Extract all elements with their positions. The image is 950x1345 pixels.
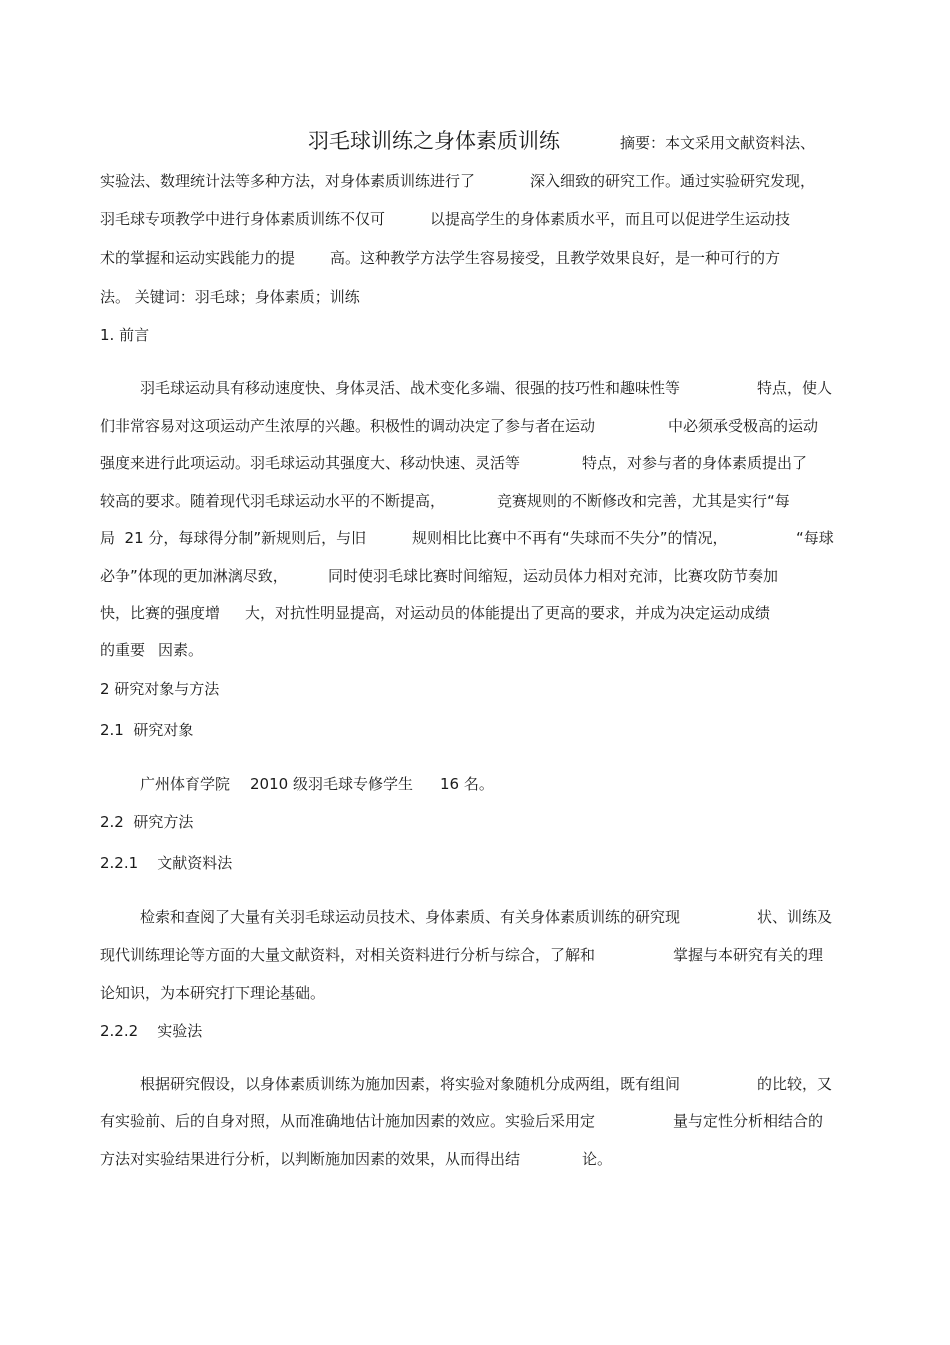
- abstract-line: 以提高学生的身体素质水平，而且可以促进学生运动技: [430, 210, 791, 228]
- paragraph-line: 规则相比比赛中不再有“失球而不失分”的情况，: [412, 529, 728, 547]
- paragraph-line: 因素。: [158, 641, 204, 659]
- abstract-line: 摘要：本文采用文献资料法、: [620, 134, 816, 152]
- keywords-line: 法。 关键词：羽毛球；身体素质；训练: [100, 288, 360, 306]
- paragraph-line: 较高的要求。随着现代羽毛球运动水平的不断提高，: [100, 492, 446, 510]
- paragraph-line: 的比较，又: [757, 1075, 833, 1093]
- paragraph-line: 必争”体现的更加淋漓尽致，: [100, 567, 288, 585]
- paragraph-line: 论。: [582, 1150, 613, 1168]
- paragraph-line: 大，对抗性明显提高，对运动员的体能提出了更高的要求，并成为决定运动成绩: [245, 604, 771, 622]
- abstract-line: 深入细致的研究工作。通过实验研究发现，: [530, 172, 816, 190]
- paragraph-line: 现代训练理论等方面的大量文献资料，对相关资料进行分析与综合，了解和: [100, 946, 596, 964]
- paragraph-line: 有实验前、后的自身对照，从而准确地估计施加因素的效应。实验后采用定: [100, 1112, 596, 1130]
- paragraph-line: 局 21 分，每球得分制”新规则后，与旧: [100, 529, 367, 547]
- paragraph-line: 根据研究假设，以身体素质训练为施加因素，将实验对象随机分成两组，既有组间: [140, 1075, 681, 1093]
- paragraph-line: 论知识，为本研究打下理论基础。: [100, 984, 326, 1002]
- paragraph-line: 们非常容易对这项运动产生浓厚的兴趣。积极性的调动决定了参与者在运动: [100, 417, 596, 435]
- paragraph-line: 同时使羽毛球比赛时间缩短，运动员体力相对充沛，比赛攻防节奏加: [328, 567, 779, 585]
- paragraph-line: 广州体育学院: [140, 775, 231, 793]
- paragraph-line: 羽毛球运动具有移动速度快、身体灵活、战术变化多端、很强的技巧性和趣味性等: [140, 379, 681, 397]
- paragraph-line: 特点，对参与者的身体素质提出了: [582, 454, 808, 472]
- abstract-line: 高。这种教学方法学生容易接受，且教学效果良好，是一种可行的方: [330, 249, 781, 267]
- paragraph-line: 16 名。: [440, 775, 494, 793]
- subsection-heading: 2.1 研究对象: [100, 721, 194, 739]
- paragraph-line: 中必须承受极高的运动: [668, 417, 819, 435]
- abstract-line: 实验法、数理统计法等多种方法，对身体素质训练进行了: [100, 172, 476, 190]
- document-title: 羽毛球训练之身体素质训练: [308, 129, 560, 153]
- paragraph-line: 强度来进行此项运动。羽毛球运动其强度大、移动快速、灵活等: [100, 454, 521, 472]
- paragraph-line: 2010 级羽毛球专修学生: [250, 775, 413, 793]
- section-heading: 1. 前言: [100, 326, 150, 344]
- paragraph-line: 掌握与本研究有关的理: [673, 946, 824, 964]
- subsection-heading: 2.2.1 文献资料法: [100, 854, 233, 872]
- paragraph-line: 检索和查阅了大量有关羽毛球运动员技术、身体素质、有关身体素质训练的研究现: [140, 908, 681, 926]
- section-heading: 2 研究对象与方法: [100, 680, 220, 698]
- paragraph-line: 的重要: [100, 641, 146, 659]
- paragraph-line: 状、训练及: [757, 908, 833, 926]
- paragraph-line: 特点，使人: [757, 379, 833, 397]
- subsection-heading: 2.2 研究方法: [100, 813, 194, 831]
- subsection-heading: 2.2.2 实验法: [100, 1022, 203, 1040]
- abstract-line: 羽毛球专项教学中进行身体素质训练不仅可: [100, 210, 386, 228]
- paragraph-line: 方法对实验结果进行分析，以判断施加因素的效果，从而得出结: [100, 1150, 521, 1168]
- paragraph-line: 量与定性分析相结合的: [673, 1112, 824, 1130]
- abstract-line: 术的掌握和运动实践能力的提: [100, 249, 296, 267]
- paragraph-line: 竞赛规则的不断修改和完善，尤其是实行“每: [497, 492, 790, 510]
- paragraph-line: 快，比赛的强度增: [100, 604, 221, 622]
- paragraph-line: “每球: [796, 529, 834, 547]
